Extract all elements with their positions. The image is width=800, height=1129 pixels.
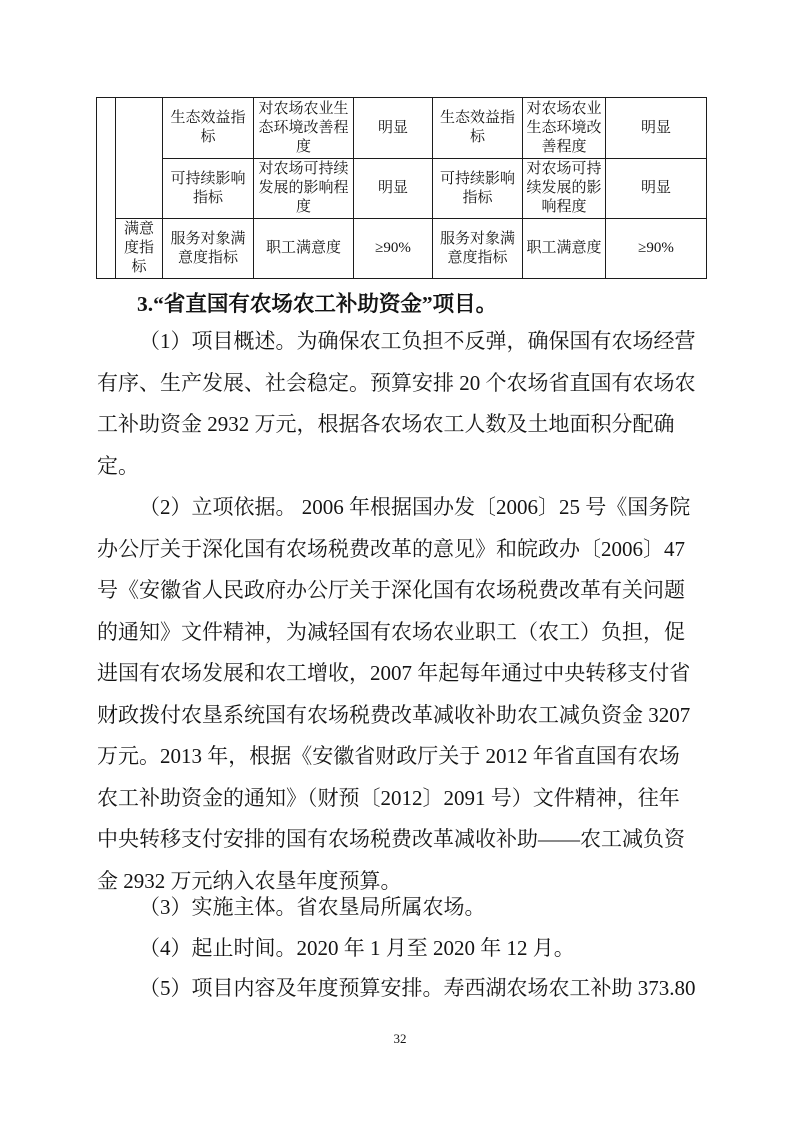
table-cell-spanner-empty [97, 98, 116, 279]
table-cell-indicator: 生态效益指标 [433, 98, 523, 159]
performance-indicators-table [96, 97, 707, 279]
text-line: （4）起止时间。2020 年 1 月至 2020 年 12 月。 [139, 936, 575, 960]
paragraph-project-basis [97, 487, 737, 902]
paragraph-time-span [97, 928, 737, 970]
table-cell-detail: 对农场可持续发展的影响程度 [254, 159, 354, 219]
table-row [97, 159, 707, 219]
table-cell-indicator: 可持续影响指标 [433, 159, 523, 219]
table-cell-category: 满意度指标 [116, 219, 163, 279]
text-line: 财政拨付农垦系统国有农场税费改革减收补助农工减负资金 3207 [97, 702, 691, 727]
table-cell-detail: 职工满意度 [254, 219, 354, 279]
text-line: （5）项目内容及年度预算安排。寿西湖农场农工补助 373.80 [139, 976, 696, 1000]
table-row [97, 219, 707, 279]
table-cell-detail: 对农场可持续发展的影响程度 [523, 159, 606, 219]
table-cell-detail: 对农场农业生态环境改善程度 [254, 98, 354, 159]
text-line: 号《安徽省人民政府办公厅关于深化国有农场税费改革有关问题 [97, 578, 685, 602]
table-cell-value: ≥90% [354, 219, 433, 279]
page-number: 32 [393, 1031, 407, 1046]
table-cell-indicator: 可持续影响指标 [163, 159, 254, 219]
text-line: 定。 [97, 453, 139, 478]
text-line: 的通知》文件精神，为减轻国有农场农业职工（农工）负担，促 [97, 619, 685, 644]
table-cell-value: ≥90% [606, 219, 707, 279]
text-line: 有序、生产发展、社会稳定。预算安排 20 个农场省直国有农场农 [97, 370, 696, 395]
text-line: 中央转移支付安排的国有农场税费改革减收补助——农工减负资 [97, 827, 685, 851]
text-line: （3）实施主体。省农垦局所属农场。 [139, 895, 486, 919]
table-cell-indicator: 服务对象满意度指标 [433, 219, 523, 279]
table-cell-category-empty [116, 98, 163, 219]
text-line: （1）项目概述。为确保农工负担不反弹，确保国有农场经营 [139, 329, 696, 353]
table-cell-indicator: 服务对象满意度指标 [163, 219, 254, 279]
table-cell-detail: 职工满意度 [523, 219, 606, 279]
table-cell-value: 明显 [354, 159, 433, 219]
paragraph-project-overview [97, 321, 737, 487]
text-line: 金 2932 万元纳入农垦年度预算。 [97, 868, 402, 893]
table-row [97, 98, 707, 159]
text-line: 办公厅关于深化国有农场税费改革的意见》和皖政办〔2006〕47 [97, 536, 685, 561]
text-line: 工补助资金 2932 万元，根据各农场农工人数及土地面积分配确 [97, 412, 675, 436]
table-cell-value: 明显 [606, 98, 707, 159]
paragraph-implementing-body [97, 887, 737, 929]
paragraph-budget-arrangement [97, 968, 737, 1010]
table-cell-detail: 对农场农业生态环境改善程度 [523, 98, 606, 159]
table-cell-value: 明显 [606, 159, 707, 219]
text-line: 万元。2013 年，根据《安徽省财政厅关于 2012 年省直国有农场 [97, 744, 680, 768]
section-heading: 3.“省直国有农场农工补助资金”项目。 [137, 292, 498, 316]
text-line: 农工补助资金的通知》（财预〔2012〕2091 号）文件精神，往年 [97, 785, 680, 810]
table-cell-value: 明显 [354, 98, 433, 159]
text-line: （2）立项依据。 2006 年根据国办发〔2006〕25 号《国务院 [139, 495, 691, 519]
text-line: 进国有农场发展和农工增收，2007 年起每年通过中央转移支付省 [97, 661, 691, 685]
table-cell-indicator: 生态效益指标 [163, 98, 254, 159]
